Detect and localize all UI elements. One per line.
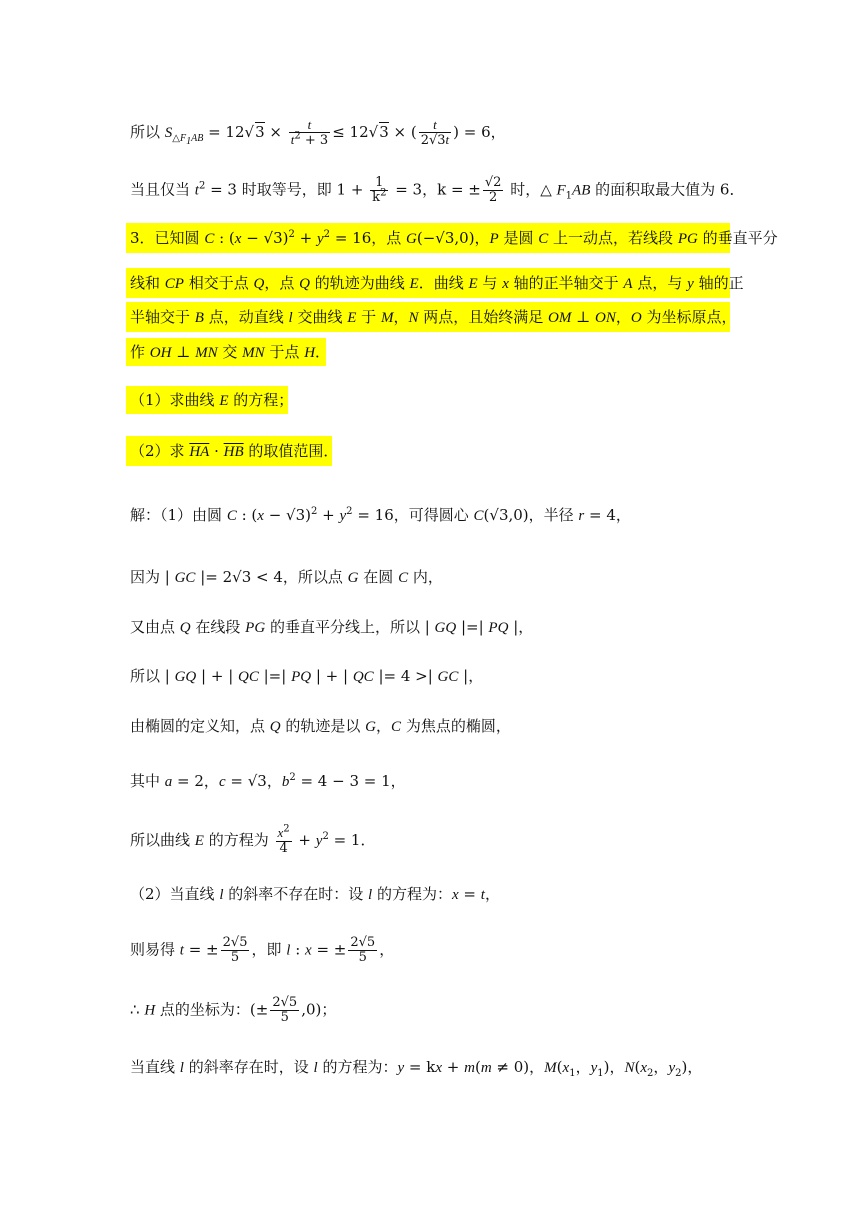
solution-line-5: 由椭圆的定义知，点 Q 的轨迹是以 G，C 为焦点的椭圆， (130, 717, 511, 735)
question-3-line-3: 半轴交于 B 点，动直线 l 交曲线 E 于 M，N 两点，且始终满足 OM ⊥ ON，O 为坐标原点， (130, 308, 737, 326)
solution-line-1: 解：（1）由圆 C : $(x - √3)^2 + y^2 = 16$，可得圆心 C(√3,0)，半径 r = 4， (130, 506, 631, 524)
solution-line-2: 因为 | GC |= 2√3 < 4，所以点 G 在圆 C 内， (130, 568, 443, 586)
part-1: （1）求曲线 E 的方程； (130, 391, 294, 409)
solution-line-7: 所以曲线 E 的方程为 $\frac{x^2}{4}$ + $y^2 = 1$． (130, 823, 376, 856)
text-line-2: 当且仅当 $t^2 = 3$ 时取等号，即 1 + $\frac{1}{k^2}$ = 3，k = ± $\frac{√2}{2}$ 时，△ $F_1AB$ 的面积取最大值为 6． (130, 175, 745, 205)
question-3-line-1: 3．已知圆 C : $(x - √3)^2 + y^2 = 16$，点 G(−√3,0)，P 是圆 C 上一动点，若线段 PG 的垂直平分 (130, 229, 778, 247)
question-3-line-2: 线和 CP 相交于点 Q，点 Q 的轨迹为曲线 E．曲线 E 与 x 轴的正半轴交于 A 点，与 y 轴的正 (130, 274, 744, 292)
solution-line-6: 其中 a = 2，c = √3，$b^2 = 4 - 3 = 1$， (130, 772, 406, 790)
part-2: （2）求 $\overline{HA} \cdot \overline{HB}$ 的取值范围． (130, 442, 339, 460)
question-3-line-4: 作 OH ⊥ MN 交 MN 于点 H． (130, 343, 331, 361)
solution-line-8: （2）当直线 l 的斜率不存在时：设 l 的方程为：x = t， (130, 885, 500, 903)
solution-line-4: 所以 | GQ | + | QC |=| PQ | + | QC |= 4 >| GC |， (130, 667, 484, 685)
text-line-1: 所以 $S_{\triangle F_1AB} = 12√3$ × $\frac{t}{t^2 + 3}$ ≤ 12√3 × ( $\frac{t}{2√3t}$ ) = 6， (130, 117, 506, 148)
solution-line-3: 又由点 Q 在线段 PG 的垂直平分线上，所以 | GQ |=| PQ |， (130, 618, 534, 636)
solution-line-9: 则易得 t = ± $\frac{2√5}{5}$ ，即 l : x = ± $\frac{2√5}{5}$ ， (130, 935, 395, 965)
solution-line-11: 当直线 l 的斜率存在时，设 l 的方程为：y = kx + m(m ≠ 0)，$M(x_1$，$y_1$)，$N(x_2$，$y_2$)， (130, 1058, 703, 1079)
solution-line-10: ∴ H 点的坐标为：(± $\frac{2√5}{5}$ ,0)； (130, 995, 337, 1025)
